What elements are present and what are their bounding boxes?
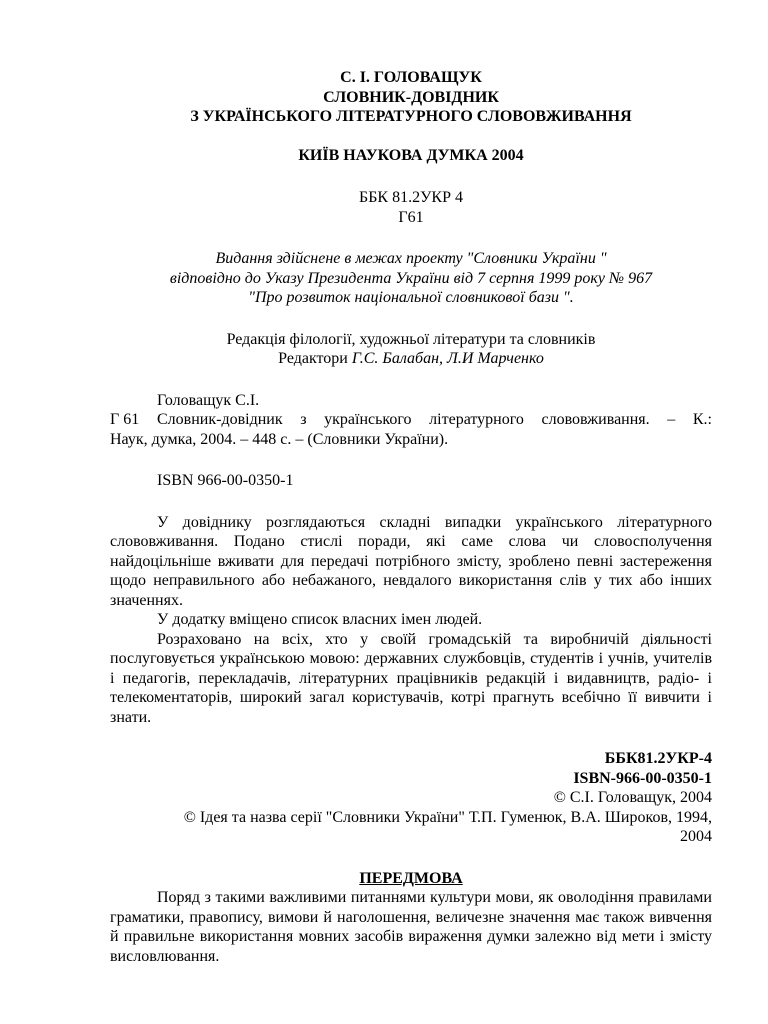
editors-line (110, 349, 712, 369)
abstract-paragraph-2: У додатку вміщено список власних імен людей. (157, 611, 483, 628)
editorial-department: Редакція філології, художньої літератури та словників (226, 330, 596, 348)
project-note (110, 249, 712, 308)
catalog-isbn: ISBN 966-00-0350-1 (157, 472, 294, 489)
book-title-line-1: СЛОВНИК-ДОВІДНИК (323, 88, 499, 106)
copyright-author: © С.І. Головащук, 2004 (553, 789, 712, 806)
catalog-entry (110, 391, 712, 491)
author-code: Г61 (398, 208, 424, 226)
catalog-author: Головащук С.І. (157, 391, 260, 409)
abstract-paragraph-3: Розраховано на всіх, хто у своїй громадській та виробничій діяльності послуговується українською мовою: державних службовців, студентів і учнів, учителів і педагогів, перекладачів, літературних працівників редакцій і видавництв, радіо- і телекоментаторів, широкий загал користувачів, котрі прагнуть всебічно її вивчити і знати. (110, 630, 712, 726)
catalog-code: Г 61 (110, 411, 140, 428)
project-note-line-2: відповідно до Указу Президента України від 7 серпня 1999 року № 967 (169, 269, 653, 287)
imprint-bbk: ББК81.2УКР-4 (604, 750, 712, 767)
book-title-line-2: З УКРАЇНСЬКОГО ЛІТЕРАТУРНОГО СЛОВОВЖИВАННЯ (190, 108, 632, 125)
foreword-heading: ПЕРЕДМОВА (359, 869, 463, 887)
project-note-line-1: Видання здійснене в межах проекту "Словники України " (215, 250, 607, 267)
title-block (110, 68, 712, 127)
catalog-title: Словник-довідник з українського літературного слововживання. – К.: (157, 411, 712, 428)
bbk-code: ББК 81.2УКР 4 (359, 189, 463, 206)
copyright-series-line-1: © Ідея та назва серії "Словники України" Т.П. Гуменюк, В.А. Широков, 1994, (183, 808, 712, 826)
catalog-line-2: Наук, думка, 2004. – 448 с. – (Словники України). (110, 430, 449, 448)
abstract-paragraph-1: У довіднику розглядаються складні випадки українського літературного слововживання. Подано стислі поради, які саме слова чи словосполучення найдоцільніше вживати для передачі потрібного змісту, зроблено певні застереження щодо неправильного або небажаного, невдалого використання слів у тих або інших значеннях. (110, 513, 712, 609)
editors-label: Редактори (278, 350, 352, 367)
abstract (110, 513, 712, 728)
editors-names: Г.С. Балабан, Л.И Марченко (351, 350, 544, 367)
foreword-section (110, 869, 712, 967)
catalog-line-1 (110, 410, 712, 430)
foreword-paragraph: Поряд з такими важливими питаннями культури мови, як оволодіння правилами граматики, правопису, вимови й наголошення, величезне значення має також вивчення й правильне використання мовних засобів вираження думки залежно від мети і змісту висловлювання. (110, 889, 712, 965)
author-name: С. І. ГОЛОВАЩУК (340, 69, 482, 86)
publisher-line: КИЇВ НАУКОВА ДУМКА 2004 (298, 146, 524, 164)
project-note-line-3: "Про розвиток національної словникової бази ". (248, 289, 574, 306)
imprint-isbn: ISBN-966-00-0350-1 (573, 769, 712, 787)
editorial-block (110, 330, 712, 369)
imprint-block (110, 749, 712, 847)
copyright-series-line-2: 2004 (680, 828, 712, 845)
